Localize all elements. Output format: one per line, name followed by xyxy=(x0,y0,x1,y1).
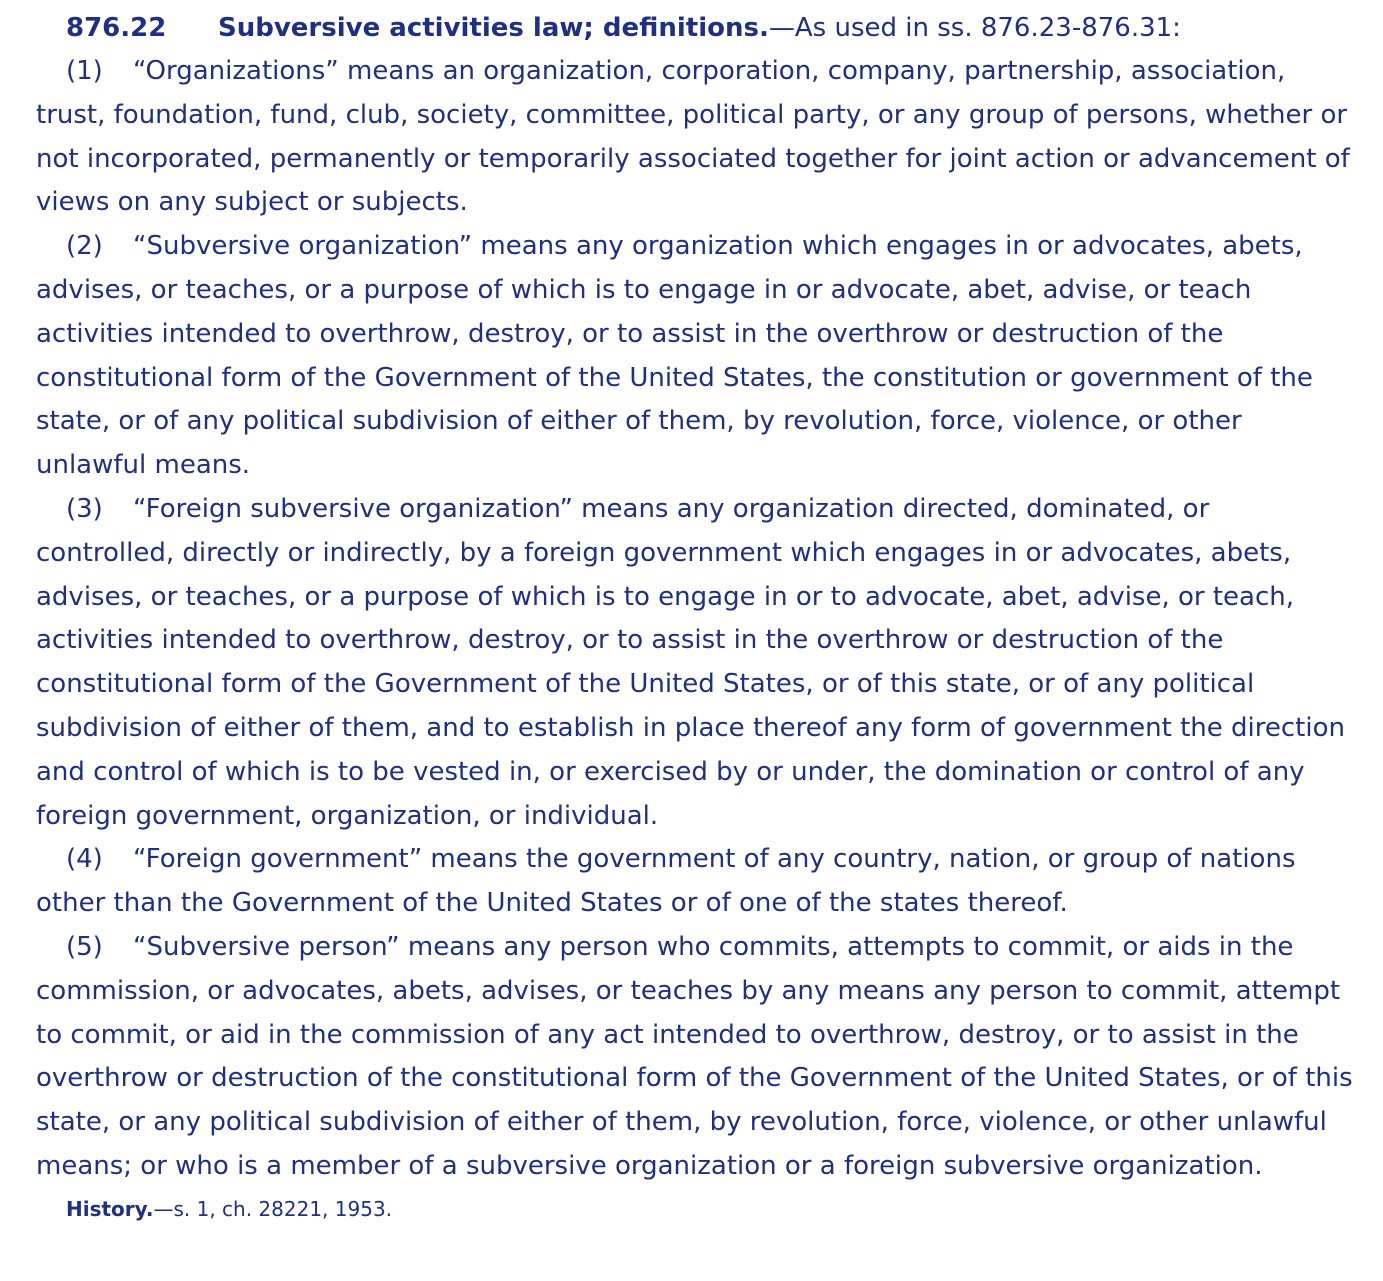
section-number: 876.22 xyxy=(66,13,167,43)
subsection-text: “Subversive person” means any person who commits, attempts to commit, or aids in the commission, or advocates, abets, advises, or teaches by any means any person to commit, attempt to commit, or aid in the commission of any act intended to overthrow, destroy, or to assist in the overthrow or destruction of the constitutional form of the Government of the United States, or of this state, or any political subdivision of either of them, by revolution, force, violence, or other unlawful means; or who is a member of a subversive organization or a foreign subversive organization. xyxy=(36,931,1353,1181)
subsection-text: “Subversive organization” means any organization which engages in or advocates, abets, advises, or teaches, or a purpose of which is to engage in or advocate, abet, advise, or teach activities intended to overthrow, destroy, or to assist in the overthrow or destruction of the constitutional form of the Government of the United States, the constitution or government of the state, or of any political subdivision of either of them, by revolution, force, violence, or other unlawful means. xyxy=(36,231,1313,481)
history-text: —s. 1, ch. 28221, 1953. xyxy=(153,1196,393,1221)
subsection-number: (2) xyxy=(66,231,103,262)
subsection-1 xyxy=(36,50,1353,225)
subsection-number: (1) xyxy=(66,56,103,86)
subsection-2 xyxy=(36,225,1353,488)
history-label: History. xyxy=(66,1196,154,1221)
subsection-3 xyxy=(36,488,1353,838)
subsection-text: “Foreign subversive organization” means any organization directed, dominated, or controlled, directly or indirectly, by a foreign government which engages in or advocates, abets, advises, or teaches, or a purpose of which is to engage in or to advocate, abet, advise, or teach, activities intended to overthrow, destroy, or to assist in the overthrow or destruction of the constitutional form of the Government of the United States, or of this state, or of any political subdivision of either of them, and to establish in place thereof any form of government the direction and control of which is to be vested in, or exercised by or under, the domination or control of any foreign government, organization, or individual. xyxy=(36,493,1345,831)
subsection-5 xyxy=(36,926,1353,1189)
subsection-number: (5) xyxy=(66,931,103,962)
section-title: Subversive activities law; definitions. xyxy=(218,13,769,43)
subsection-number: (3) xyxy=(66,493,103,524)
subsection-4 xyxy=(36,838,1353,926)
section-heading xyxy=(36,7,1353,50)
subsection-number: (4) xyxy=(66,844,103,875)
subsection-text: “Foreign government” means the government of any country, nation, or group of nations other than the Government of the United States or of one of the states thereof. xyxy=(36,844,1296,919)
subsection-text: “Organizations” means an organization, corporation, company, partnership, association, trust, foundation, fund, club, society, committee, political party, or any group of persons, whether or not incorporated, permanently or temporarily associated together for joint action or advancement of views on any subject or subjects. xyxy=(36,56,1350,218)
section-intro: —As used in ss. 876.23-876.31: xyxy=(768,13,1181,43)
history-note xyxy=(36,1189,1353,1229)
